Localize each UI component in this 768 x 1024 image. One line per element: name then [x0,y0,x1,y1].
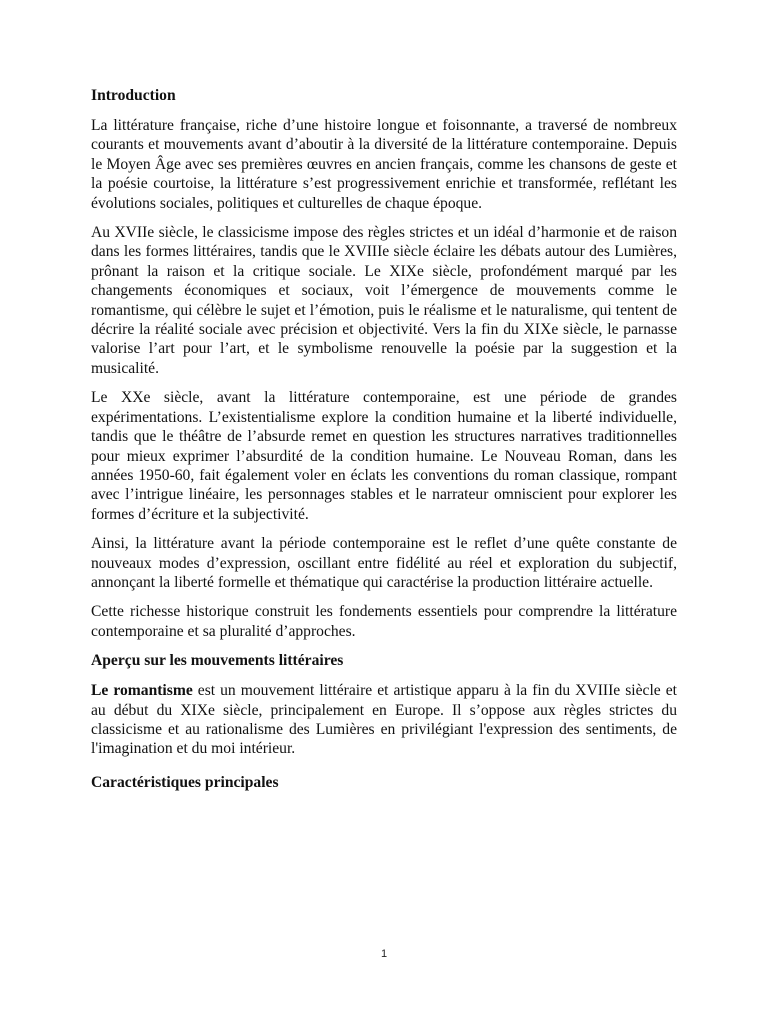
paragraph-intro-4: Ainsi, la littérature avant la période contemporaine est le reflet d’une quête constante de nouveaux modes d’expression, oscillant entre fidélité au réel et exploration du subjectif, annonçant la liberté formelle et thématique qui caractérise la production littéraire actuelle. [91,535,677,591]
paragraph-intro-1: La littérature française, riche d’une histoire longue et foisonnante, a traversé de nombreux courants et mouvements avant d’aboutir à la diversité de la littérature contemporaine. Depuis le Moyen Âge avec ses premières œuvres en ancien français, comme les chansons de geste et la poésie courtoise, la littérature s’est progressivement enrichie et transformée, reflétant les évolutions sociales, politiques et culturelles de chaque époque. [91,117,677,212]
paragraph-romanticism [91,681,677,759]
romanticism-term: Le romantisme [91,682,193,700]
document-page [91,86,677,803]
paragraph-intro-2: Au XVIIe siècle, le classicisme impose des règles strictes et un idéal d’harmonie et de raison dans les formes littéraires, tandis que le XVIIIe siècle éclaire les débats autour des Lumières, prônant la raison et la critique sociale. Le XIXe siècle, profondément marqué par les changements économiques et sociaux, voit l’émergence de mouvements comme le romantisme, qui célèbre le sujet et l’émotion, puis le réalisme et le naturalisme, qui tentent de décrire la réalité sociale avec précision et objectivité. Vers la fin du XIXe siècle, le parnasse valorise l’art pour l’art, et le symbolisme renouvelle la poésie par la suggestion et la musicalité. [91,224,677,377]
section-heading-characteristics: Caractéristiques principales [91,773,279,791]
section-heading-movements: Aperçu sur les mouvements littéraires [91,652,344,670]
paragraph-intro-3: Le XXe siècle, avant la littérature contemporaine, est une période de grandes expérimentations. L’existentialisme explore la condition humaine et la liberté individuelle, tandis que le théâtre de l’absurde remet en question les structures narratives traditionnelles pour mieux exprimer l’absurdité de la condition humaine. Le Nouveau Roman, dans les années 1950-60, fait également voler en éclats les conventions du roman classique, rompant avec l’intrigue linéaire, les personnages stables et le narrateur omniscient pour explorer les formes d’écriture et la subjectivité. [91,389,677,523]
page-number: 1 [380,948,388,960]
romanticism-description: est un mouvement littéraire et artistique apparu à la fin du XVIIIe siècle et au début du XIXe siècle, principalement en Europe. Il s’oppose aux règles strictes du classicisme et au rationalisme des Lumières en privilégiant l'expression des sentiments, de l'imagination et du moi intérieur. [91,682,677,758]
paragraph-intro-5: Cette richesse historique construit les fondements essentiels pour comprendre la littérature contemporaine et sa pluralité d’approches. [91,603,677,640]
section-heading-introduction: Introduction [91,87,176,104]
